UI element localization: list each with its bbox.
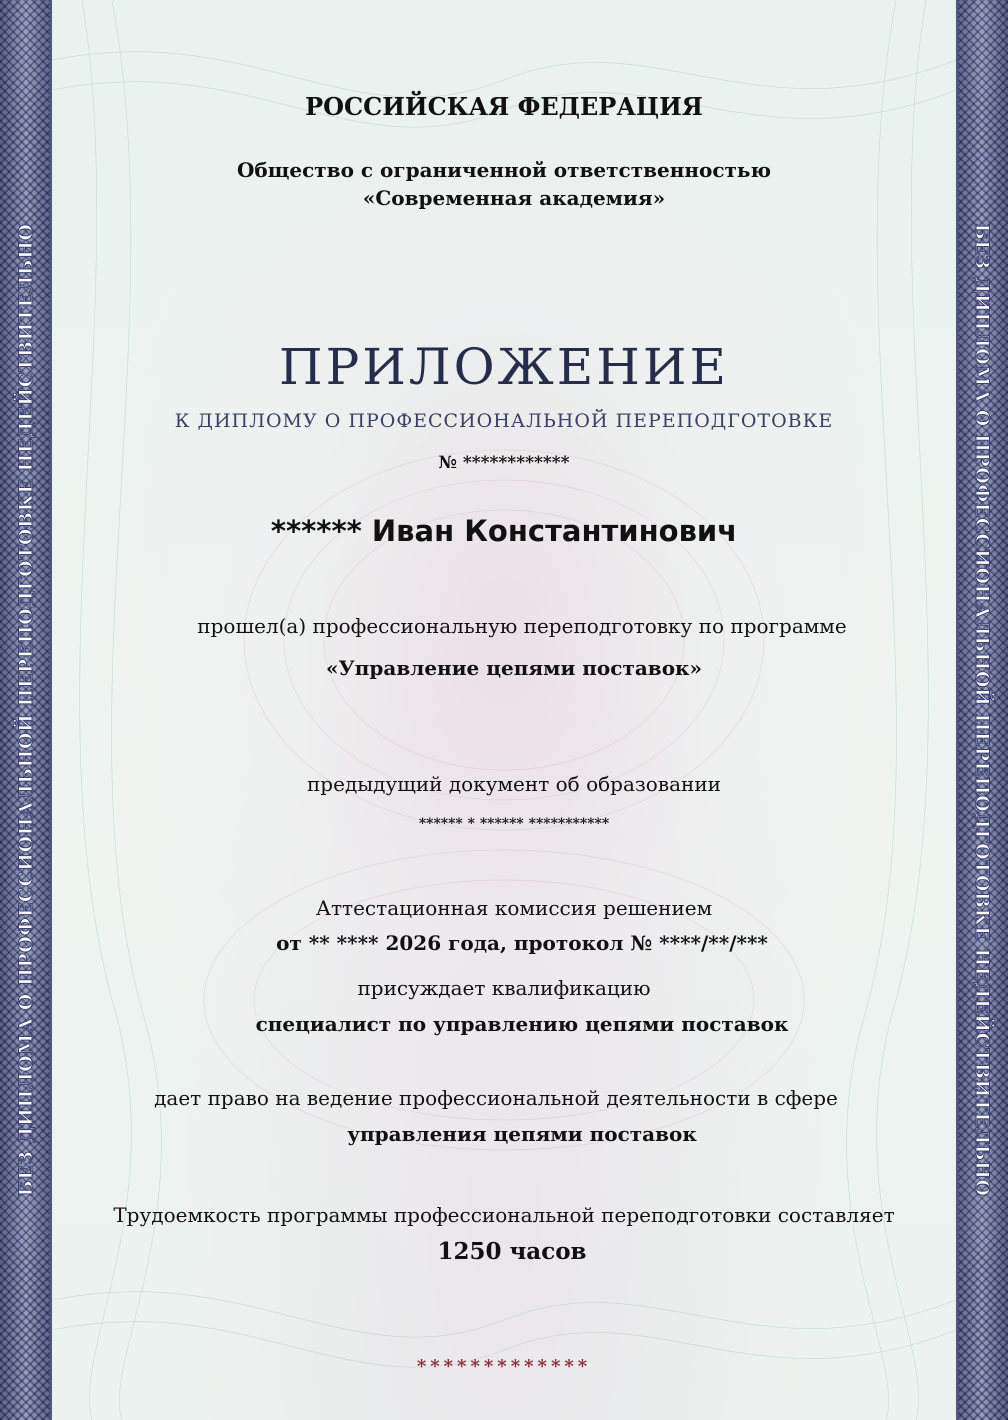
right-border-line <box>956 0 958 1420</box>
document-title: ПРИЛОЖЕНИЕ <box>279 338 729 396</box>
passed-statement: прошел(а) профессиональную переподготовку по программе <box>197 614 847 638</box>
rights-statement: дает право на ведение профессиональной деятельности в сфере <box>154 1086 838 1110</box>
previous-document-value: ****** * ****** *********** <box>418 816 610 832</box>
organization-name: «Современная академия» <box>362 186 666 210</box>
document-subtitle: К ДИПЛОМУ О ПРОФЕССИОНАЛЬНОЙ ПЕРЕПОДГОТОВКЕ <box>174 410 834 432</box>
left-border-text: БЕЗ ДИПЛОМА О ПРОФЕССИОНАЛЬНОЙ ПЕРЕПОДГОТОВКЕ НЕДЕЙСТВИТЕЛЬНО <box>15 223 37 1197</box>
right-border-text: БЕЗ ДИПЛОМА О ПРОФЕССИОНАЛЬНОЙ ПЕРЕПОДГОТОВКЕ НЕДЕЙСТВИТЕЛЬНО <box>971 223 993 1197</box>
registration-number: ************* <box>416 1356 592 1377</box>
commission-statement: Аттестационная комиссия решением <box>315 896 713 920</box>
program-hours: 1250 часов <box>437 1238 587 1265</box>
activity-sphere: управления цепями поставок <box>347 1122 697 1146</box>
labor-intensity-statement: Трудоемкость программы профессиональной переподготовки составляет <box>113 1203 895 1227</box>
previous-document-label: предыдущий документ об образовании <box>306 772 722 796</box>
country-heading: РОССИЙСКАЯ ФЕДЕРАЦИЯ <box>305 92 703 121</box>
document-number: № ************ <box>438 453 570 473</box>
organization-type: Общество с ограниченной ответственностью <box>236 158 772 182</box>
commission-decision: от ** **** 2026 года, протокол № ****/**/*** <box>276 931 768 955</box>
holder-name: ****** Иван Константинович <box>270 514 738 548</box>
qualification-name: специалист по управлению цепями поставок <box>255 1012 789 1036</box>
program-name: «Управление цепями поставок» <box>326 656 702 680</box>
awards-statement: присуждает квалификацию <box>357 976 651 1000</box>
